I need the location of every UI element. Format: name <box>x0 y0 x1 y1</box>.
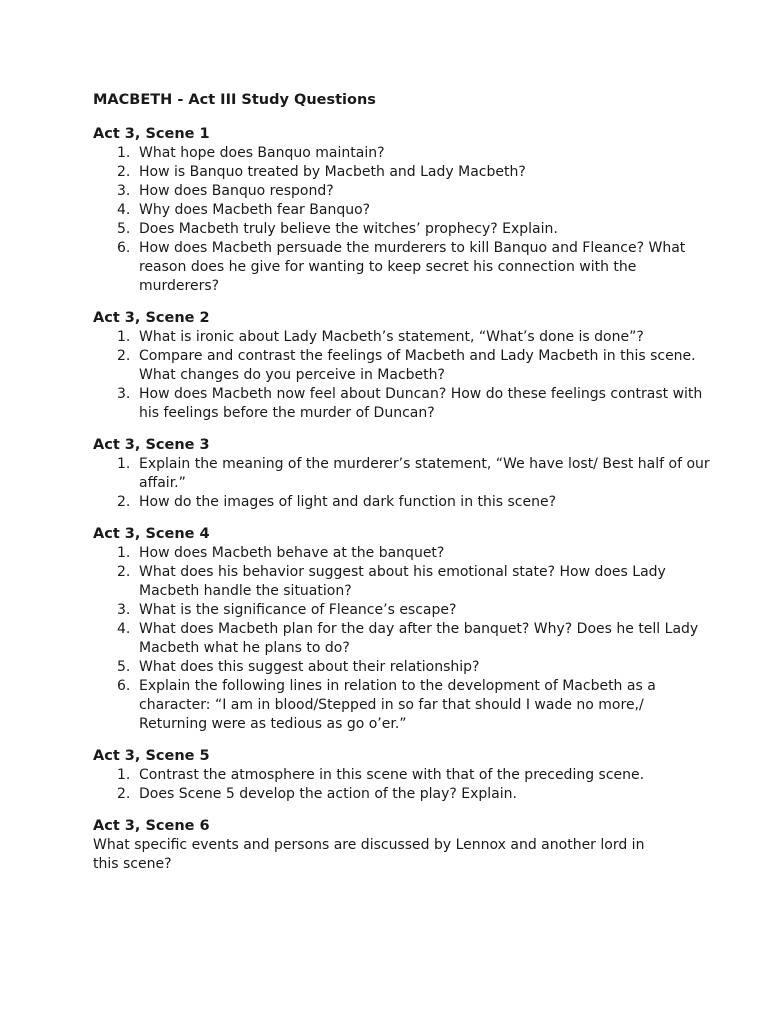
section-scene-2 <box>93 309 713 423</box>
question-text: Explain the meaning of the murderer’s statement, “We have lost/ Best half of our affair.” <box>139 456 710 491</box>
question-text: What does this suggest about their relationship? <box>139 659 480 675</box>
question-text: Compare and contrast the feelings of Macbeth and Lady Macbeth in this scene. What changes do you perceive in Macbeth? <box>139 348 696 383</box>
question-item <box>93 658 713 677</box>
question-text: What is ironic about Lady Macbeth’s statement, “What’s done is done”? <box>139 329 644 345</box>
question-item <box>93 601 713 620</box>
document-title: MACBETH - Act III Study Questions <box>93 92 376 108</box>
question-text: How does Banquo respond? <box>139 183 334 199</box>
question-text: Does Macbeth truly believe the witches’ prophecy? Explain. <box>139 221 558 237</box>
section-scene-4 <box>93 525 713 734</box>
question-text: Contrast the atmosphere in this scene with that of the preceding scene. <box>139 767 645 783</box>
section-heading: Act 3, Scene 5 <box>93 748 210 764</box>
question-number: 6. <box>117 240 131 256</box>
question-item <box>93 347 713 385</box>
section-heading: Act 3, Scene 6 <box>93 818 210 834</box>
section-heading: Act 3, Scene 4 <box>93 526 210 542</box>
question-text: How do the images of light and dark function in this scene? <box>139 494 557 510</box>
question-item <box>93 239 713 296</box>
question-number: 4. <box>117 202 131 218</box>
question-list <box>93 328 713 423</box>
question-text: Why does Macbeth fear Banquo? <box>139 202 371 218</box>
question-text: What does Macbeth plan for the day after the banquet? Why? Does he tell Lady Macbeth what he plans to do? <box>139 621 699 656</box>
question-number: 3. <box>117 183 131 199</box>
question-item <box>93 677 713 734</box>
question-number: 3. <box>117 386 131 402</box>
question-item <box>93 563 713 601</box>
question-number: 1. <box>117 145 131 161</box>
question-number: 1. <box>117 545 131 561</box>
section-scene-5 <box>93 747 713 804</box>
question-text: What hope does Banquo maintain? <box>139 145 385 161</box>
section-heading: Act 3, Scene 1 <box>93 126 210 142</box>
question-list <box>93 144 713 296</box>
question-text: How does Macbeth now feel about Duncan? How do these feelings contrast with his feelings before the murder of Duncan? <box>139 386 703 421</box>
question-item <box>93 493 713 512</box>
question-list <box>93 544 713 734</box>
question-text: What does his behavior suggest about his emotional state? How does Lady Macbeth handle the situation? <box>139 564 666 599</box>
question-item <box>93 144 713 163</box>
question-number: 1. <box>117 329 131 345</box>
question-item <box>93 385 713 423</box>
question-text: Does Scene 5 develop the action of the play? Explain. <box>139 786 517 802</box>
section-heading: Act 3, Scene 3 <box>93 437 210 453</box>
document-page <box>93 88 713 887</box>
question-text: How does Macbeth behave at the banquet? <box>139 545 445 561</box>
question-item <box>93 220 713 239</box>
sections-container <box>93 125 713 804</box>
question-item <box>93 201 713 220</box>
question-number: 3. <box>117 602 131 618</box>
question-text: What is the significance of Fleance’s escape? <box>139 602 457 618</box>
question-item <box>93 328 713 347</box>
question-text: How is Banquo treated by Macbeth and Lady Macbeth? <box>139 164 526 180</box>
section-scene-1 <box>93 125 713 296</box>
section-scene-6 <box>93 817 713 874</box>
question-item <box>93 163 713 182</box>
question-number: 1. <box>117 456 131 472</box>
question-list <box>93 455 713 512</box>
question-number: 4. <box>117 621 131 637</box>
question-item <box>93 455 713 493</box>
question-list <box>93 766 713 804</box>
section-scene-3 <box>93 436 713 512</box>
question-item <box>93 182 713 201</box>
question-number: 2. <box>117 786 131 802</box>
question-number: 5. <box>117 659 131 675</box>
question-text: Explain the following lines in relation to the development of Macbeth as a character: “I am in blood/Stepped in so far that should I wade no more,/ Returning were as tedious as go o’er.” <box>139 678 656 732</box>
question-number: 1. <box>117 767 131 783</box>
section-paragraph: What specific events and persons are discussed by Lennox and another lord in this scene? <box>93 837 645 872</box>
question-number: 2. <box>117 164 131 180</box>
question-number: 2. <box>117 494 131 510</box>
question-number: 2. <box>117 564 131 580</box>
question-number: 6. <box>117 678 131 694</box>
question-item <box>93 766 713 785</box>
section-heading: Act 3, Scene 2 <box>93 310 210 326</box>
question-item <box>93 544 713 563</box>
question-number: 5. <box>117 221 131 237</box>
question-text: How does Macbeth persuade the murderers to kill Banquo and Fleance? What reason does he give for wanting to keep secret his connection with the murderers? <box>139 240 686 294</box>
question-item <box>93 620 713 658</box>
question-item <box>93 785 713 804</box>
question-number: 2. <box>117 348 131 364</box>
